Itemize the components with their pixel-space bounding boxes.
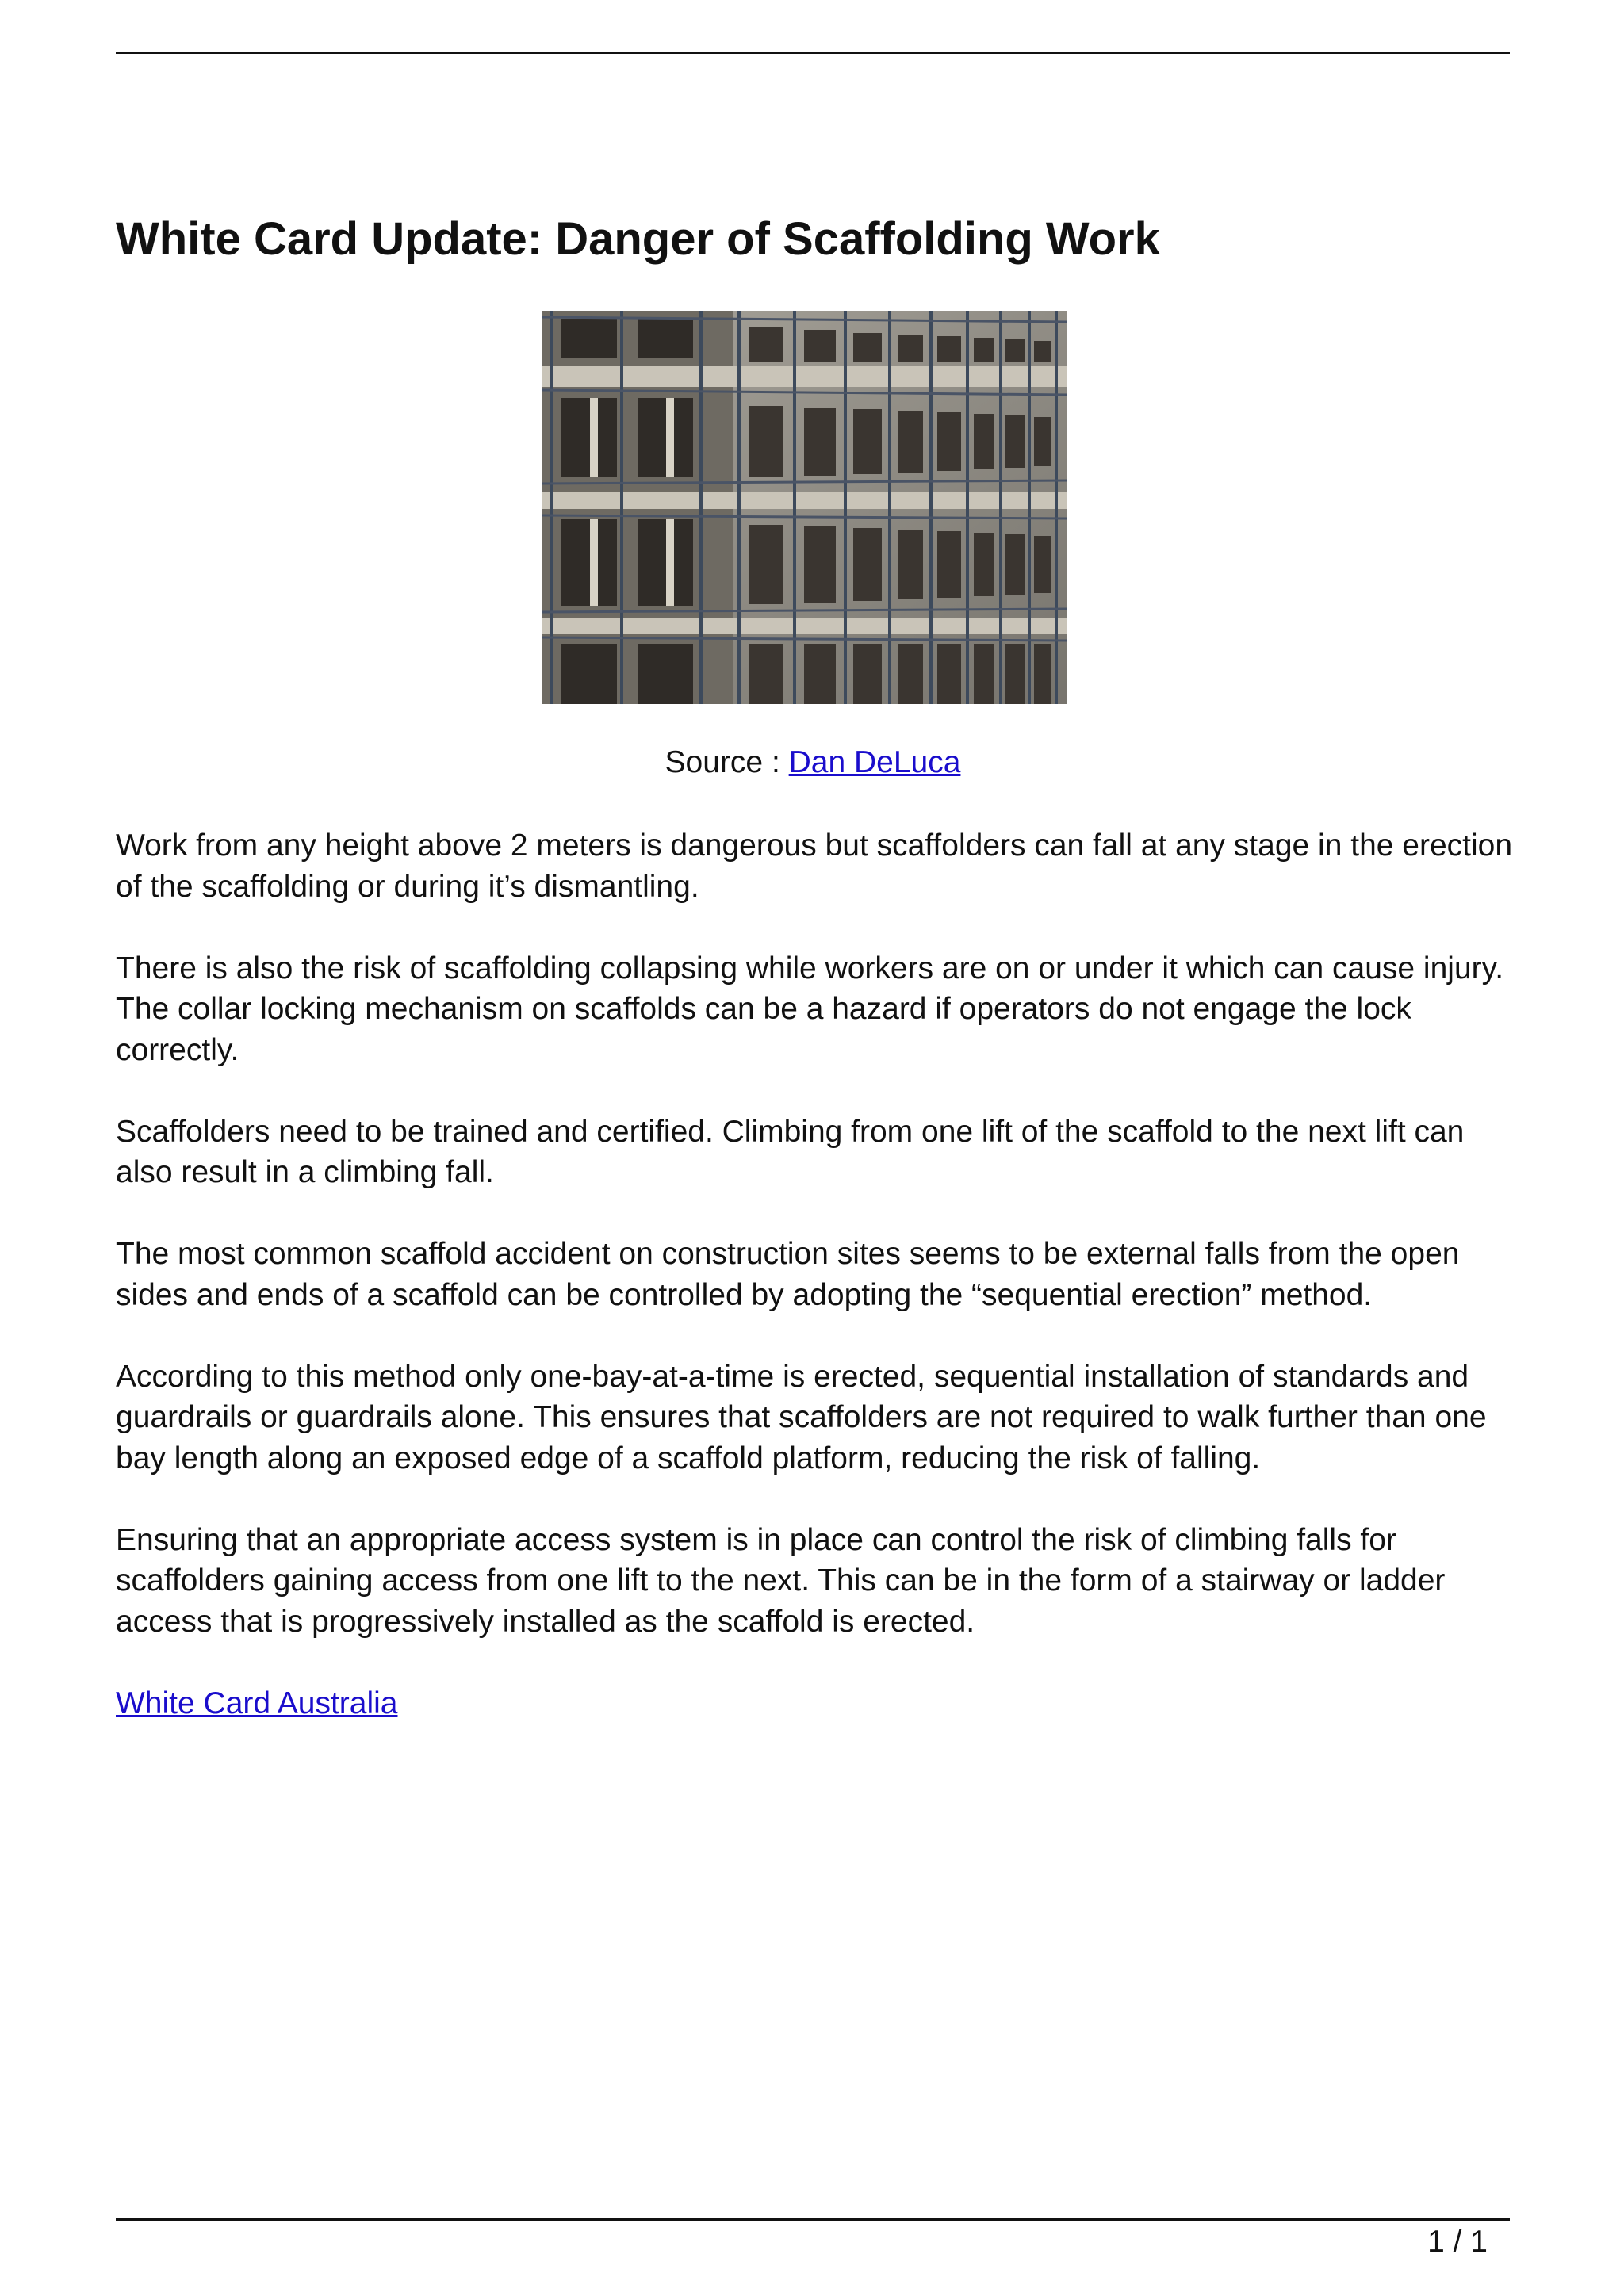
paragraph: Scaffolders need to be trained and certified. Climbing from one lift of the scaffold to the next lift can also result in a climbing fall.: [116, 1114, 1465, 1189]
source-label: Source :: [665, 745, 789, 779]
footer-rule: [116, 2218, 1510, 2221]
footer-link-paragraph: [116, 1683, 1519, 1724]
scaffolding-photo: [542, 311, 1067, 704]
paragraph: Work from any height above 2 meters is dangerous but scaffolders can fall at any stage in the erection of the scaffolding or during it’s dismantling.: [116, 828, 1513, 904]
paragraph: Ensuring that an appropriate access system is in place can control the risk of climbing falls for scaffolders gaining access from one lift to the next. This can be in the form of a stairway or ladder access that is progressively installed as the scaffold is erected.: [116, 1522, 1446, 1639]
paragraph: According to this method only one-bay-at-a-time is erected, sequential installation of standards and guardrails or guardrails alone. This ensures that scaffolders are not required to walk further than one bay length along an exposed edge of a scaffold platform, reducing the risk of falling.: [116, 1359, 1487, 1475]
page-number: 1 / 1: [1427, 2225, 1488, 2259]
paragraph: The most common scaffold accident on construction sites seems to be external falls from the open sides and ends of a scaffold can be controlled by adopting the “sequential erection” method.: [116, 1237, 1460, 1312]
page-title: White Card Update: Danger of Scaffolding Work: [116, 213, 1160, 265]
article-body: [116, 825, 1519, 1765]
paragraph: There is also the risk of scaffolding collapsing while workers are on or under it which can cause injury. The collar locking mechanism on scaffolds can be a hazard if operators do not engage the lock correctly.: [116, 951, 1504, 1067]
header-rule: [116, 52, 1510, 54]
white-card-australia-link[interactable]: White Card Australia: [116, 1686, 398, 1720]
source-link[interactable]: Dan DeLuca: [788, 745, 961, 779]
image-source: [116, 742, 1510, 783]
